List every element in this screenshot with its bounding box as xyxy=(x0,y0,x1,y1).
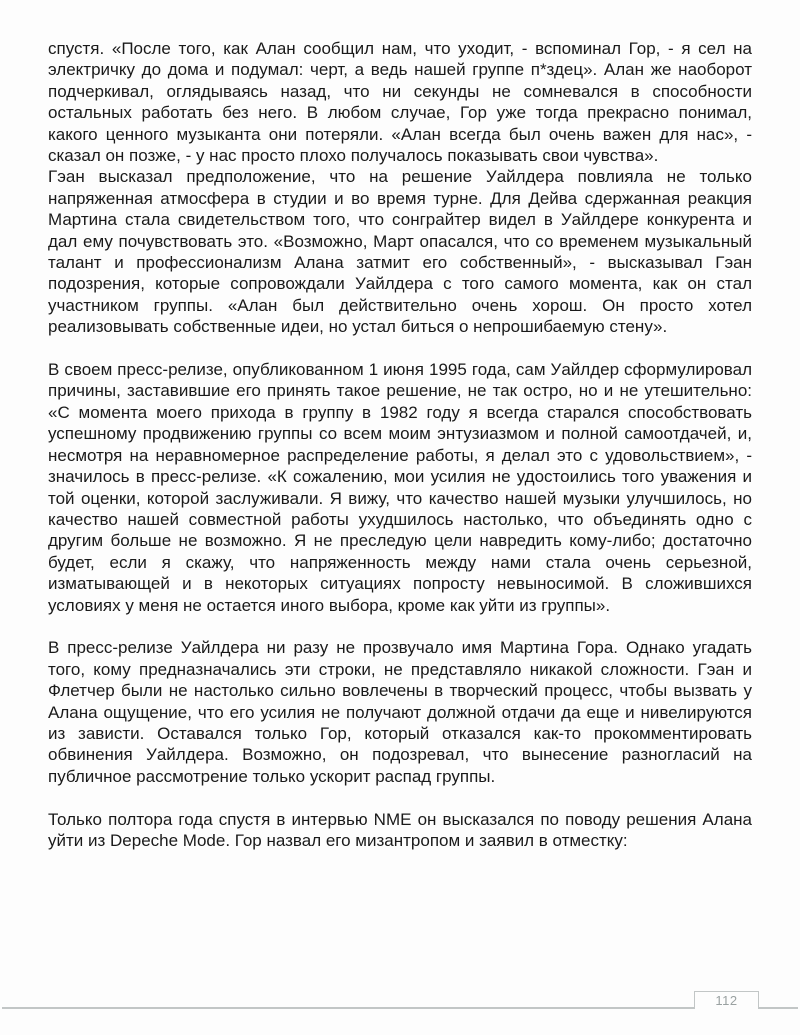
paragraph-4: В пресс-релизе Уайлдера ни разу не прозвучало имя Мартина Гора. Однако угадать того, кому предназначались эти строки, не представляло никакой сложности. Гэан и Флетчер были не настолько сильно вовлечены в творческий процесс, чтобы вызвать у Алана ощущение, что его усилия не получают должной отдачи да еще и нивелируются из зависти. Оставался только Гор, который отказался как-то прокомментировать обвинения Уайлдера. Возможно, он подозревал, что вынесение разногласий на публичное рассмотрение только ускорит распад группы. xyxy=(48,638,752,786)
footer-divider-line xyxy=(2,1007,798,1009)
page-number: 112 xyxy=(715,993,738,1008)
paragraph-5: Только полтора года спустя в интервью NME он высказался по поводу решения Алана уйти из Depeche Mode. Гор назвал его мизантропом и заявил в отместку: xyxy=(48,809,752,850)
page-text-block xyxy=(48,38,752,851)
paragraph-2: Гэан высказал предположение, что на решение Уайлдера повлияла не только напряженная атмосфера в студии и во время турне. Для Дейва сдержанная реакция Мартина стала свидетельством того, что сонграйтер видел в Уайлдере конкурента и дал ему почувствовать это. «Возможно, Март опасался, что со временем музыкальный талант и профессионализм Алана затмит его собственный», - высказывал Гэан подозрения, которые сопровождали Уайлдера с того самого момента, как он стал участником группы. «Алан был действительно очень хорош. Он просто хотел реализовывать собственные идеи, но устал биться о непрошибаемую стену». xyxy=(48,167,752,337)
page-number-tab[interactable] xyxy=(694,991,759,1009)
paragraph-3: В своем пресс-релизе, опубликованном 1 июня 1995 года, сам Уайлдер сформулировал причины, заставившие его принять такое решение, не так остро, но и не утешительно: «С момента моего прихода в группу в 1982 году я всегда старался способствовать успешному продвижению группы со всем моим энтузиазмом и полной самоотдачей, и, несмотря на неравномерное распределение работы, я делал это с удовольствием», - значилось в пресс-релизе. «К сожалению, мои усилия не удостоились того уважения и той оценки, которой заслуживали. Я вижу, что качество нашей музыки улучшилось, но качество нашей совместной работы ухудшилось настолько, что объединять одно с другим больше не возможно. Я не преследую цели навредить кому-либо; достаточно будет, если я скажу, что напряженность между нами стала очень серьезной, изматывающей и в некоторых ситуациях попросту невыносимой. В сложившихся условиях у меня не остается иного выбора, кроме как уйти из группы». xyxy=(48,360,752,615)
paragraph-1: спустя. «После того, как Алан сообщил нам, что уходит, - вспоминал Гор, - я сел на электричку до дома и подумал: черт, а ведь нашей группе п*здец». Алан же наоборот подчеркивал, оглядываясь назад, что ни секунды не сомневался в способности остальных работать без него. В любом случае, Гор уже тогда прекрасно понимал, какого ценного музыканта они потеряли. «Алан всегда был очень важен для нас», - сказал он позже, - у нас просто плохо получалось показывать свои чувства». xyxy=(48,39,752,166)
